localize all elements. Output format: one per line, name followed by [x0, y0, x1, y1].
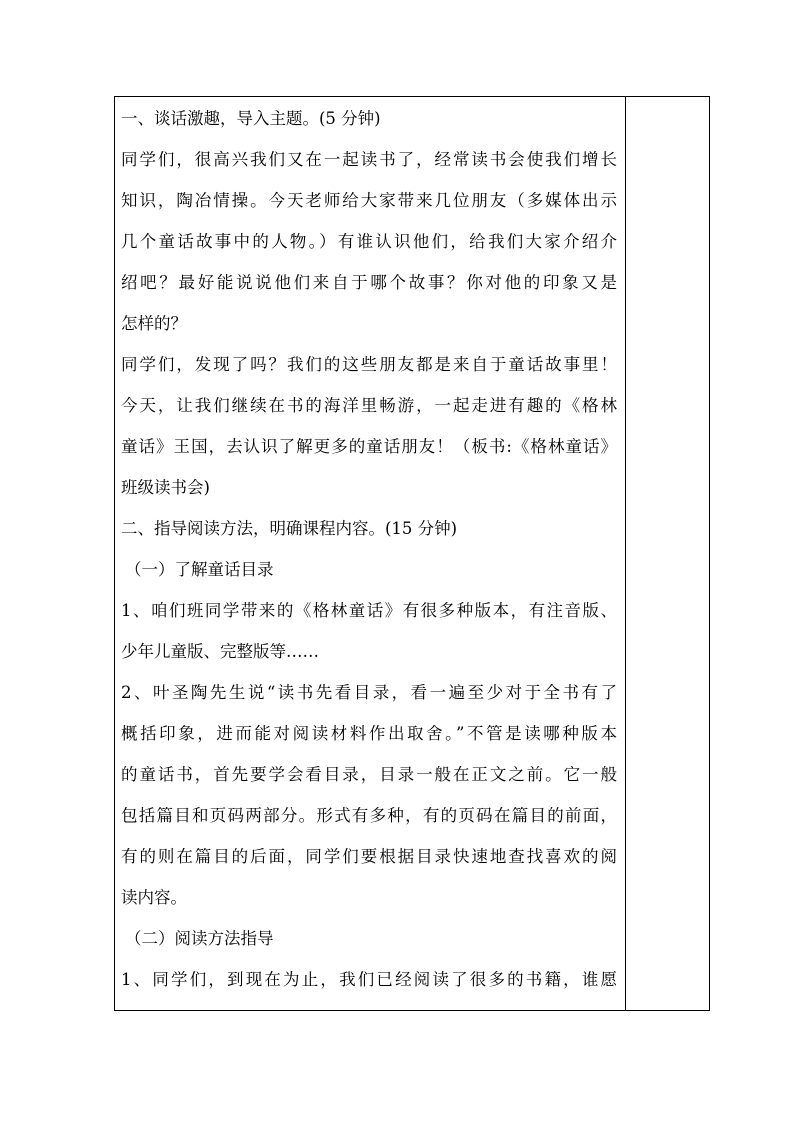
text-line: 有的则在篇目的后面，同学们要根据目录快速地查找喜欢的阅	[121, 847, 617, 866]
text-line-section-one-heading: 一、谈话激趣，导入主题。(5 分钟)	[121, 109, 381, 128]
text-line: 2、叶圣陶先生说“读书先看目录，看一遍至少对于全书有了	[121, 683, 617, 702]
text-line: 童话》王国，去认识了解更多的童话朋友！（板书:《格林童话》	[121, 437, 617, 456]
text-line: 概括印象，进而能对阅读材料作出取舍。”不管是读哪种版本	[121, 724, 617, 743]
text-line: 几个童话故事中的人物。）有谁认识他们，给我们大家介绍介	[121, 232, 617, 251]
text-line: 怎样的？	[121, 314, 187, 333]
text-line: 1、咱们班同学带来的《格林童话》有很多种版本，有注音版、	[121, 601, 617, 620]
text-line: 今天，让我们继续在书的海洋里畅游，一起走进有趣的《格林	[121, 396, 617, 415]
text-line-subheading: （二）阅读方法指导	[125, 929, 274, 948]
text-line: 知识，陶冶情操。今天老师给大家带来几位朋友（多媒体出示	[121, 191, 617, 210]
text-line: 绍吧？最好能说说他们来自于哪个故事？你对他的印象又是	[121, 273, 617, 292]
text-line: 1、同学们，到现在为止，我们已经阅读了很多的书籍，谁愿	[121, 970, 617, 989]
text-line: 同学们，很高兴我们又在一起读书了，经常读书会使我们增长	[121, 150, 617, 169]
text-line: 的童话书，首先要学会看目录，目录一般在正文之前。它一般	[121, 765, 617, 784]
text-line: 包括篇目和页码两部分。形式有多种，有的页码在篇目的前面，	[121, 806, 617, 825]
notes-cell	[626, 97, 709, 1010]
text-line: 读内容。	[121, 888, 187, 907]
lesson-content-cell	[121, 97, 621, 1010]
text-line: 班级读书会)	[121, 478, 210, 497]
lesson-plan-table	[114, 96, 710, 1011]
text-line-section-two-heading: 二、指导阅读方法，明确课程内容。(15 分钟)	[121, 519, 458, 538]
text-line-subheading: （一）了解童话目录	[125, 560, 274, 579]
text-line: 少年儿童版、完整版等……	[121, 642, 319, 661]
text-line: 同学们，发现了吗？我们的这些朋友都是来自于童话故事里！	[121, 355, 617, 374]
